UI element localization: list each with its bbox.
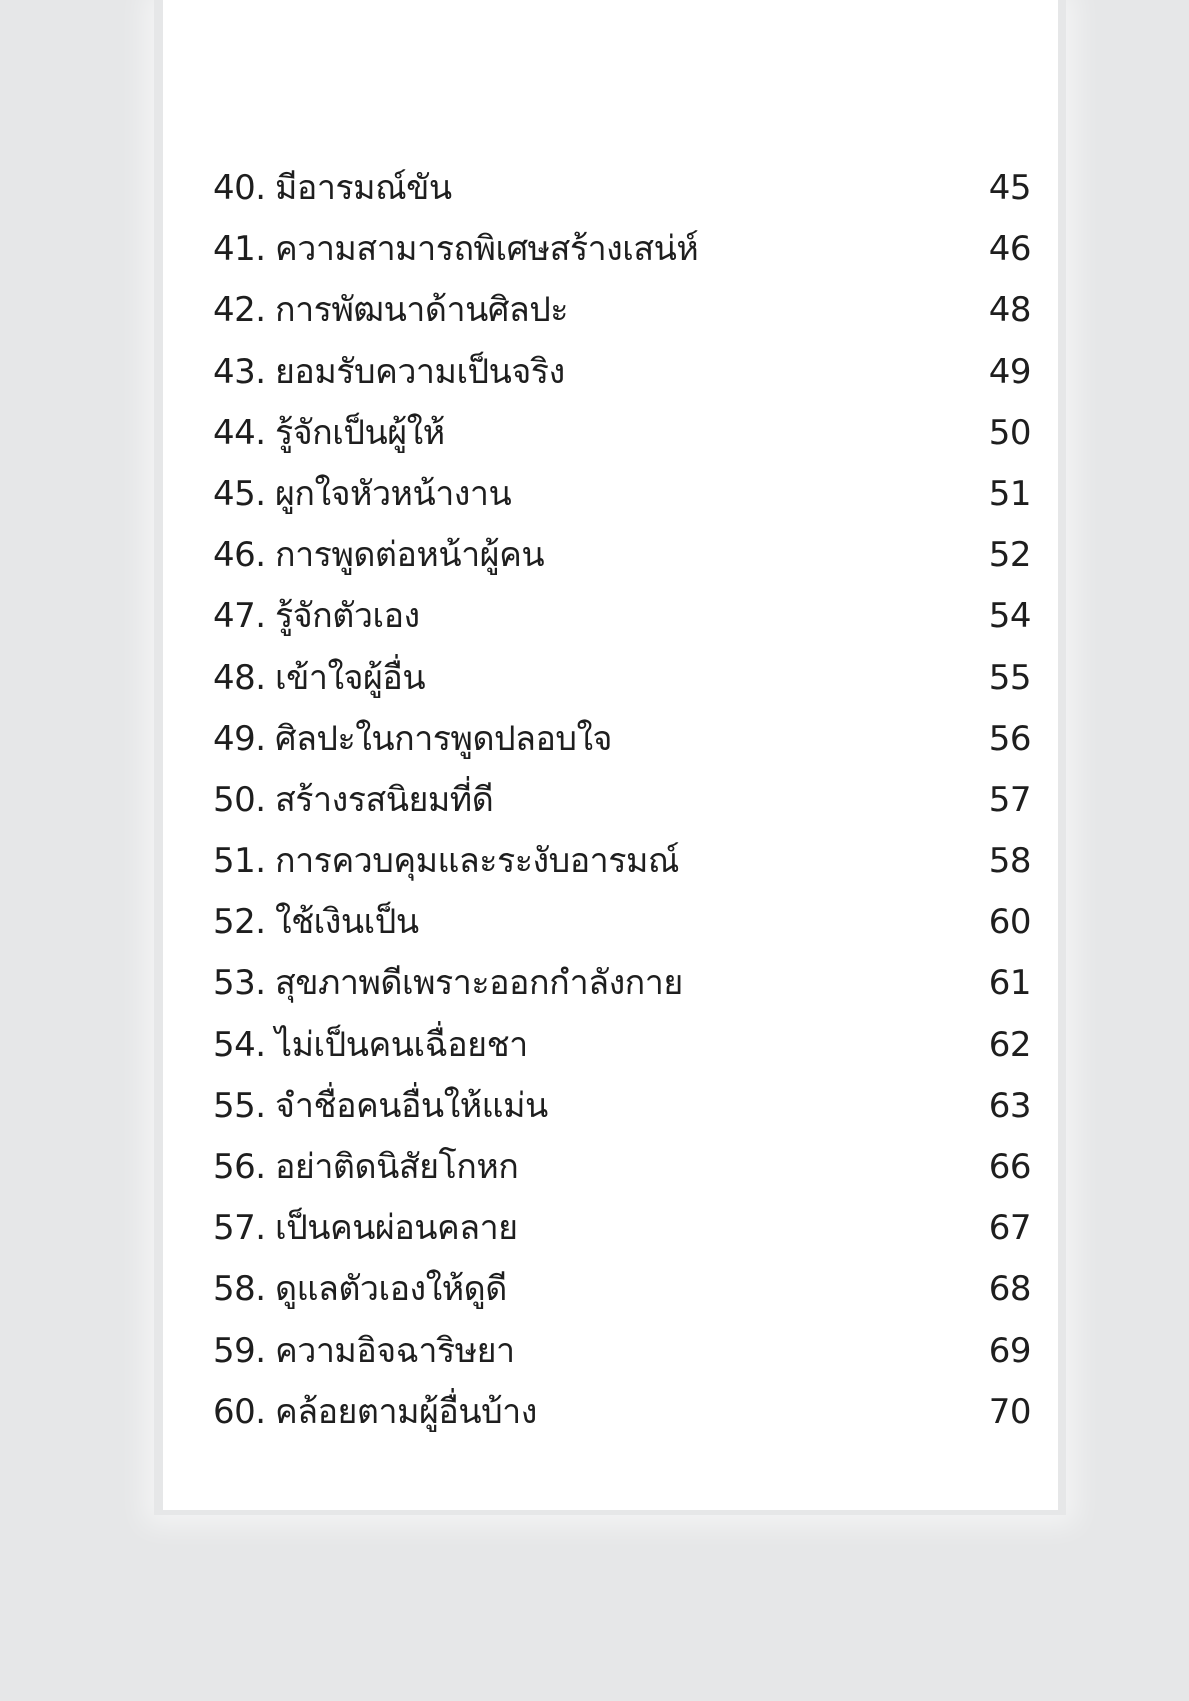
entry-number: 48. [213,657,266,698]
entry-number: 53. [213,963,266,1004]
toc-entry[interactable] [213,525,1031,586]
entry-page-number: 62 [988,1024,1031,1065]
entry-title: ดูแลตัวเองให้ดูดี [275,1269,507,1310]
entry-title: การพูดต่อหน้าผู้คน [275,535,545,576]
entry-title: มีอารมณ์ขัน [275,168,452,208]
toc-entry[interactable] [213,158,1031,219]
entry-title: ความอิจฉาริษยา [275,1330,515,1371]
entry-page-number: 56 [988,718,1031,759]
toc-entry[interactable] [213,1382,1031,1443]
entry-title: ศิลปะในการพูดปลอบใจ [275,718,612,759]
entry-number: 50. [213,779,266,820]
entry-number: 43. [213,351,266,392]
document-page [163,0,1058,1510]
entry-page-number: 61 [988,963,1031,1004]
toc-entry[interactable] [213,709,1031,770]
entry-number: 46. [213,535,266,576]
entry-page-number: 60 [988,902,1031,943]
toc-entry[interactable] [213,1321,1031,1382]
toc-entry[interactable] [213,1259,1031,1320]
entry-number: 45. [213,473,266,514]
entry-number: 41. [213,229,266,270]
entry-page-number: 45 [988,168,1031,208]
toc-entry[interactable] [213,1137,1031,1198]
toc-entry[interactable] [213,219,1031,280]
entry-title: ใช้เงินเป็น [275,902,419,943]
entry-title: รู้จักเป็นผู้ให้ [275,412,445,453]
toc-entry[interactable] [213,648,1031,709]
entry-title: อย่าติดนิสัยโกหก [275,1147,519,1187]
entry-page-number: 46 [988,229,1031,270]
entry-title: การพัฒนาด้านศิลปะ [275,290,569,331]
toc-entry[interactable] [213,586,1031,647]
toc-entry[interactable] [213,342,1031,403]
entry-title: ความสามารถพิเศษสร้างเสน่ห์ [275,229,699,270]
entry-page-number: 48 [988,290,1031,331]
entry-page-number: 68 [988,1269,1031,1310]
entry-page-number: 70 [988,1391,1031,1432]
entry-page-number: 67 [988,1208,1031,1249]
toc-entry[interactable] [213,1015,1031,1076]
toc-entry[interactable] [213,1076,1031,1137]
entry-page-number: 52 [988,535,1031,576]
entry-page-number: 58 [988,841,1031,882]
entry-page-number: 54 [988,596,1031,637]
toc-entry[interactable] [213,831,1031,892]
entry-title: สร้างรสนิยมที่ดี [275,779,494,820]
entry-number: 51. [213,841,266,882]
entry-page-number: 49 [988,351,1031,392]
entry-page-number: 57 [988,779,1031,820]
entry-page-number: 66 [988,1147,1031,1187]
toc-entry[interactable] [213,403,1031,464]
entry-number: 49. [213,718,266,759]
toc-entry[interactable] [213,464,1031,525]
entry-title: ผูกใจหัวหน้างาน [275,473,512,514]
entry-number: 42. [213,290,266,331]
entry-number: 52. [213,902,266,943]
entry-number: 59. [213,1330,266,1371]
entry-title: เป็นคนผ่อนคลาย [275,1208,518,1249]
entry-number: 40. [213,168,266,208]
toc-entry[interactable] [213,892,1031,953]
table-of-contents [213,158,1031,1443]
entry-title: สุขภาพดีเพราะออกกำลังกาย [275,963,683,1004]
entry-page-number: 51 [988,473,1031,514]
toc-entry[interactable] [213,280,1031,341]
entry-page-number: 50 [988,412,1031,453]
entry-page-number: 63 [988,1085,1031,1126]
entry-number: 54. [213,1024,266,1065]
entry-number: 57. [213,1208,266,1249]
entry-number: 47. [213,596,266,637]
entry-page-number: 69 [988,1330,1031,1371]
entry-title: คล้อยตามผู้อื่นบ้าง [275,1391,537,1432]
toc-entry[interactable] [213,1198,1031,1259]
entry-title: การควบคุมและระงับอารมณ์ [275,841,679,882]
toc-entry[interactable] [213,770,1031,831]
entry-number: 55. [213,1085,266,1126]
entry-number: 60. [213,1391,266,1432]
entry-title: รู้จักตัวเอง [275,596,420,637]
entry-title: ยอมรับความเป็นจริง [275,351,565,392]
entry-title: จำชื่อคนอื่นให้แม่น [275,1085,548,1126]
entry-title: เข้าใจผู้อื่น [275,657,426,698]
entry-title: ไม่เป็นคนเฉื่อยชา [275,1024,528,1065]
entry-page-number: 55 [988,657,1031,698]
entry-number: 44. [213,412,266,453]
entry-number: 56. [213,1147,266,1187]
entry-number: 58. [213,1269,266,1310]
toc-entry[interactable] [213,953,1031,1014]
